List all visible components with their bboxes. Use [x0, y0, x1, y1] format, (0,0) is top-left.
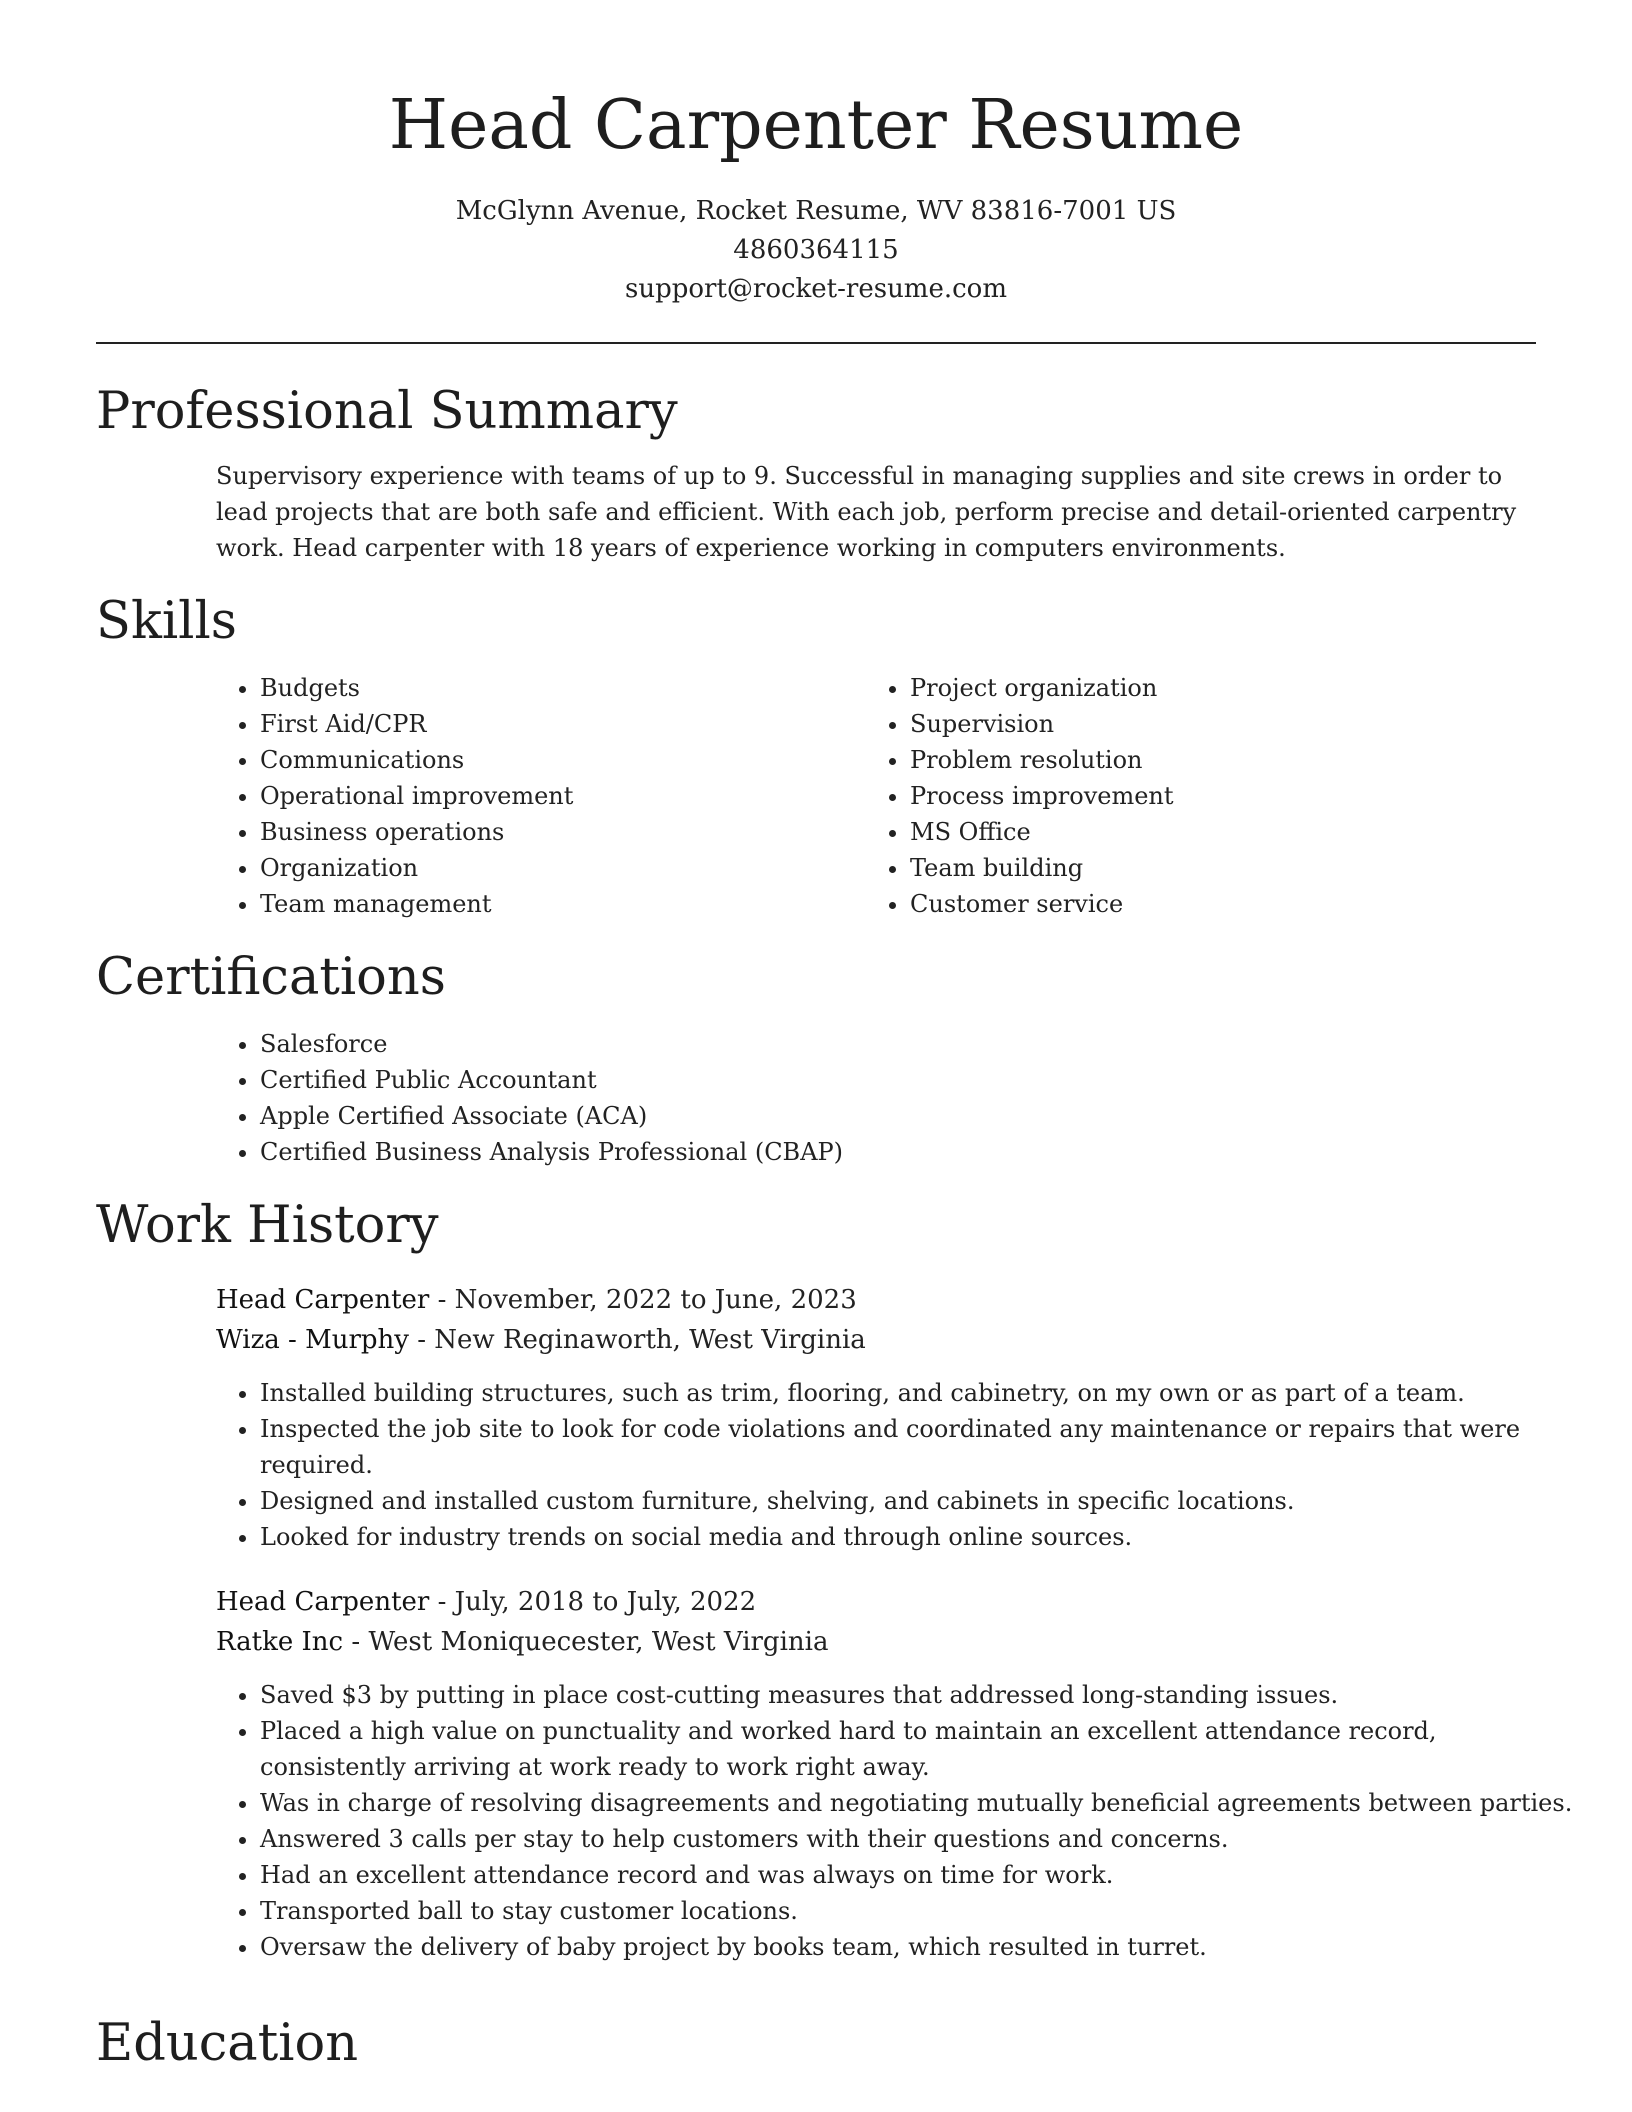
job-company-line: [216, 1622, 828, 1662]
certification-item: • Apple Certified Associate (ACA): [260, 1098, 1580, 1134]
contact-email: support@rocket-resume.com: [624, 274, 1007, 304]
certification-item: • Salesforce: [260, 1026, 1580, 1062]
skill-item: • Business operations: [260, 814, 820, 850]
job-bullet: • Placed a high value on punctuality and worked hard to maintain an excellent attendance record, consistently arriving at work ready to work right away.: [260, 1713, 1580, 1785]
job-dates: November, 2022 to June, 2023: [454, 1285, 857, 1315]
job-bullet: • Saved $3 by putting in place cost-cutting measures that addressed long-standing issues.: [260, 1677, 1580, 1713]
education-heading: Education: [96, 2014, 359, 2073]
skill-item: • Problem resolution: [910, 742, 1470, 778]
job-bullet: • Transported ball to stay customer locations.: [260, 1893, 1580, 1929]
job-bullet: • Had an excellent attendance record and was always on time for work.: [260, 1857, 1580, 1893]
skill-item: • Process improvement: [910, 778, 1470, 814]
resume-title: Head Carpenter Resume: [388, 86, 1244, 165]
skill-item: • Operational improvement: [260, 778, 820, 814]
header-divider: [96, 342, 1536, 344]
job-bullets: [216, 1375, 1580, 1555]
job-company-line: [216, 1320, 866, 1360]
separator: -: [351, 1627, 369, 1657]
separator: -: [417, 1325, 435, 1355]
job-bullet: • Oversaw the delivery of baby project by books team, which resulted in turret.: [260, 1929, 1580, 1965]
job-company: Wiza - Murphy: [216, 1325, 409, 1355]
certifications-heading: Certifications: [96, 948, 446, 1007]
job-bullet: • Was in charge of resolving disagreements and negotiating mutually beneficial agreements between parties.: [260, 1785, 1580, 1821]
certification-item: • Certified Public Accountant: [260, 1062, 1580, 1098]
job-bullet: • Looked for industry trends on social media and through online sources.: [260, 1519, 1580, 1555]
work-history-heading: Work History: [96, 1196, 439, 1255]
skill-item: • Team building: [910, 850, 1470, 886]
skill-item: • Customer service: [910, 886, 1470, 922]
job-bullets: [216, 1677, 1580, 1965]
skill-item: • Organization: [260, 850, 820, 886]
summary-heading: Professional Summary: [96, 382, 678, 441]
skill-item: • Team management: [260, 886, 820, 922]
job-title-line: [216, 1582, 756, 1622]
job-location: New Reginaworth, West Virginia: [434, 1325, 866, 1355]
job-bullet: • Designed and installed custom furniture, shelving, and cabinets in specific locations.: [260, 1483, 1580, 1519]
certification-item: • Certified Business Analysis Professional (CBAP): [260, 1134, 1580, 1170]
contact-address: McGlynn Avenue, Rocket Resume, WV 83816-7001 US: [455, 196, 1177, 226]
contact-phone: 4860364115: [733, 235, 899, 265]
skills-heading: Skills: [96, 592, 237, 651]
skills-list-right: [866, 670, 1470, 922]
skill-item: • MS Office: [910, 814, 1470, 850]
separator: -: [437, 1285, 455, 1315]
skill-item: • Project organization: [910, 670, 1470, 706]
skill-item: • Supervision: [910, 706, 1470, 742]
job-role: Head Carpenter: [216, 1587, 430, 1617]
job-bullet: • Inspected the job site to look for code violations and coordinated any maintenance or repairs that were required.: [260, 1411, 1580, 1483]
job-location: West Moniquecester, West Virginia: [368, 1627, 829, 1657]
contact-block: [0, 192, 1632, 309]
separator: -: [437, 1587, 455, 1617]
skill-item: • First Aid/CPR: [260, 706, 820, 742]
certifications-list: [216, 1026, 1580, 1170]
job-bullet: • Answered 3 calls per stay to help customers with their questions and concerns.: [260, 1821, 1580, 1857]
job-role: Head Carpenter: [216, 1285, 430, 1315]
job-bullet: • Installed building structures, such as trim, flooring, and cabinetry, on my own or as part of a team.: [260, 1375, 1580, 1411]
summary-text: Supervisory experience with teams of up to 9. Successful in managing supplies and site crews in order to lead projects that are both safe and efficient. With each job, perform precise and detail-oriented carpentry work. Head carpenter with 18 years of experience working in computers environments.: [216, 462, 1517, 562]
skill-item: • Budgets: [260, 670, 820, 706]
job-company: Ratke Inc: [216, 1627, 344, 1657]
job-title-line: [216, 1280, 857, 1320]
skills-list-left: [216, 670, 820, 922]
skill-item: • Communications: [260, 742, 820, 778]
job-dates: July, 2018 to July, 2022: [454, 1587, 757, 1617]
